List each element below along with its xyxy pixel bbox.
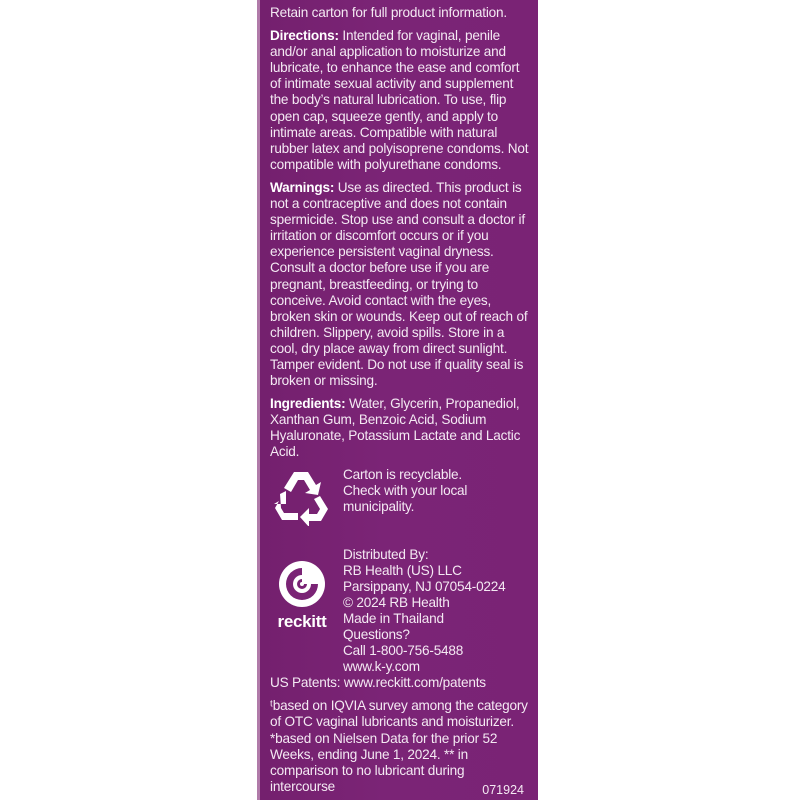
ingredients-heading: Ingredients: (270, 396, 346, 412)
label-content (270, 5, 532, 795)
warnings-text: Use as directed. This product is not a contraceptive and does not contain spermicide. Stop use and consult a doctor if irritation or discomfort occurs or if you experience persistent vaginal dryness. Consult a doctor before use if you are pregnant, breastfeeding, or trying to conceive. Avoid contact with the eyes, broken skin or wounds. Keep out of reach of children. Slippery, avoid spills. Store in a cool, dry place away from direct sunlight. Tamper evident. Do not use if quality seal is broken or missing. (270, 179, 528, 389)
reckitt-wordmark: reckitt (277, 611, 327, 631)
recycle-line: Check with your local (343, 482, 468, 498)
carton-side-panel (257, 0, 538, 800)
distributor-line: Call 1-800-756-5488 (343, 643, 464, 659)
distributor-line: Distributed By: (343, 546, 429, 562)
intro-text: Retain carton for full product information. (270, 5, 507, 20)
distributor-line: Made in Thailand (343, 610, 444, 626)
reckitt-swirl-icon (278, 560, 326, 608)
patents-text: US Patents: www.reckitt.com/patents (270, 675, 486, 691)
footnote-text: ᵗbased on IQVIA survey among the category of OTC vaginal lubricants and moisturizer. *based on Nielsen Data for the prior 52 Weeks, ending June 1, 2024. ** in comparison to no lubricant during intercourse (270, 698, 528, 794)
ingredients-section (270, 396, 532, 460)
distributor-line: Questions? (343, 627, 410, 642)
recycle-block (270, 468, 532, 526)
distributor-line: © 2024 RB Health (343, 594, 450, 610)
distributor-block (270, 547, 532, 676)
directions-text: Intended for vaginal, penile and/or anal application to moisturize and lubricate, to enhance the ease and comfort of intimate sexual activity and supplement the body’s natural lubrication. To use, flip open cap, squeeze gently, and apply to intimate areas. Compatible with natural rubber latex and polyisoprene condoms. Not compatible with polyurethane condoms. (270, 28, 529, 172)
distributor-line: RB Health (US) LLC (343, 562, 462, 578)
recycle-line: municipality. (343, 498, 415, 514)
recycle-text (343, 467, 467, 515)
warnings-section (270, 180, 532, 389)
recycle-icon (270, 468, 334, 526)
distributor-line: www.k-y.com (343, 659, 420, 675)
warnings-heading: Warnings: (270, 179, 335, 195)
recycle-line: Carton is recyclable. (343, 466, 462, 482)
batch-code: 071924 (482, 783, 524, 797)
distributor-text (343, 547, 506, 676)
directions-section (270, 28, 532, 173)
directions-heading: Directions: (270, 28, 339, 44)
reckitt-logo (270, 547, 334, 630)
ingredients-text: Water, Glycerin, Propanediol, Xanthan Gum, Benzoic Acid, Sodium Hyaluronate, Potassium Lactate and Lactic Acid. (270, 396, 521, 460)
distributor-line: Parsippany, NJ 07054-0224 (343, 578, 506, 594)
